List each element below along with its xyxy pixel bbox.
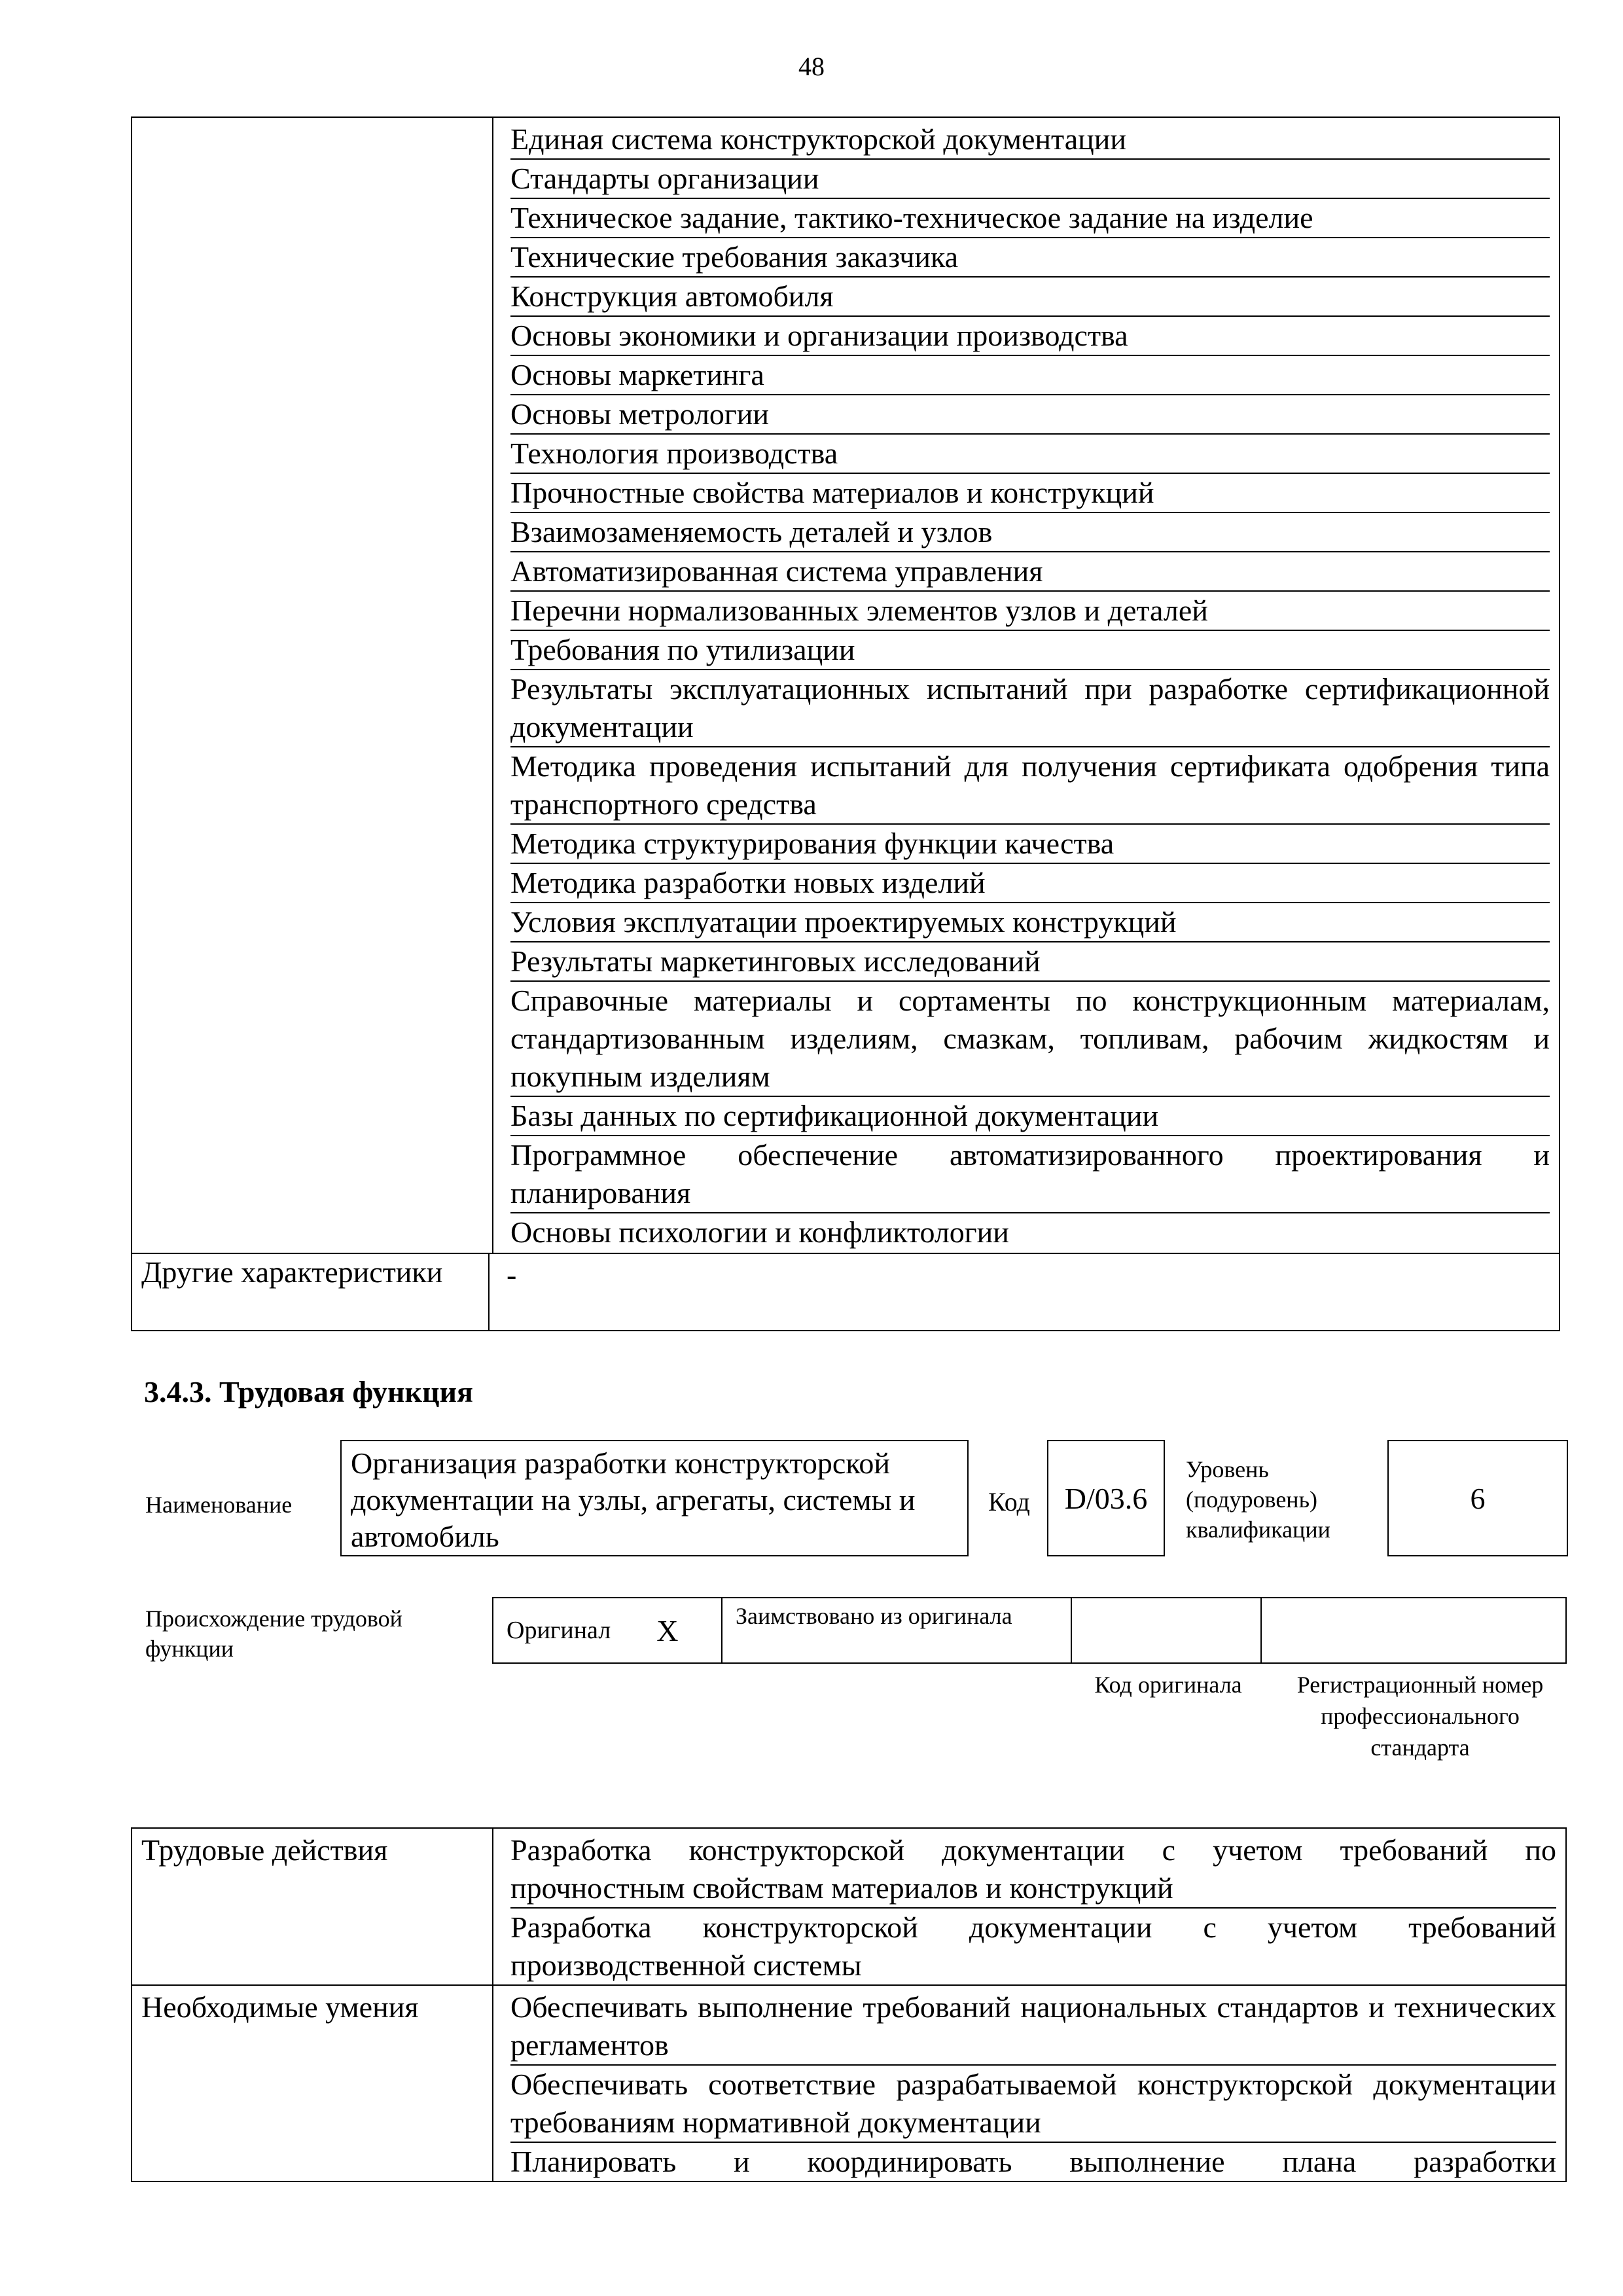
function-name: Организация разработки конструкторской документации на узлы, агрегаты, системы и автомобиль	[340, 1440, 969, 1556]
knowledge-item: Программное обеспечение автоматизированного проектирования и планирования	[510, 1136, 1550, 1213]
qualification-level-value: 6	[1387, 1440, 1568, 1556]
section-title: 3.4.3. Трудовая функция	[144, 1375, 473, 1408]
origin-original-cell	[493, 1598, 722, 1662]
knowledge-item: Технические требования заказчика	[510, 238, 1550, 278]
knowledge-item: Базы данных по сертификационной документации	[510, 1097, 1550, 1136]
page-number: 48	[798, 52, 825, 81]
origin-code-cell	[1072, 1598, 1262, 1662]
origin-original-label: Оригинал	[507, 1617, 611, 1644]
naming-label: Наименование	[145, 1492, 293, 1518]
knowledge-item: Методика структурирования функции качества	[510, 825, 1550, 864]
origin-registration-cell	[1262, 1598, 1565, 1662]
knowledge-item: Прочностные свойства материалов и конструкций	[510, 474, 1550, 513]
code-label: Код	[988, 1487, 1030, 1516]
qualification-level-label: Уровень (подуровень) квалификации	[1186, 1456, 1330, 1543]
knowledge-table	[131, 117, 1560, 1331]
knowledge-item: Взаимозаменяемость деталей и узлов	[510, 513, 1550, 552]
knowledge-item: Основы метрологии	[510, 395, 1550, 435]
knowledge-item: Основы психологии и конфликтологии	[510, 1215, 1009, 1249]
knowledge-item: Перечни нормализованных элементов узлов и деталей	[510, 592, 1550, 631]
required-skills-label: Необходимые умения	[132, 1986, 493, 2181]
knowledge-item: Единая система конструкторской документации	[510, 120, 1550, 160]
knowledge-item: Методика разработки новых изделий	[510, 864, 1550, 903]
other-characteristics-label: Другие характеристики	[132, 1254, 490, 1330]
knowledge-item: Основы экономики и организации производства	[510, 317, 1550, 356]
skill-item: Планировать и координировать выполнение плана разработки	[510, 2145, 1556, 2178]
labor-actions-label: Трудовые действия	[132, 1829, 493, 1984]
other-characteristics-value: -	[507, 1258, 517, 1291]
knowledge-item: Методика проведения испытаний для получения сертификата одобрения типа транспортного средства	[510, 747, 1550, 825]
origin-borrowed-cell: Заимствовано из оригинала	[722, 1598, 1072, 1662]
labor-function-table	[131, 1827, 1567, 2182]
knowledge-item: Результаты маркетинговых исследований	[510, 942, 1550, 982]
origin-original-mark: X	[656, 1613, 679, 1647]
required-skills-list	[493, 1986, 1565, 2181]
knowledge-item: Стандарты организации	[510, 160, 1550, 199]
skill-item: Обеспечивать соответствие разрабатываемой конструкторской документации требованиям нормативной документации	[510, 2066, 1556, 2143]
labor-action-item: Разработка конструкторской документации с учетом требований производственной системы	[510, 1910, 1556, 1982]
origin-registration-caption: Регистрационный номер профессионального стандарта	[1296, 1672, 1544, 1761]
knowledge-item: Справочные материалы и сортаменты по конструкционным материалам, стандартизованным изделиям, смазкам, топливам, рабочим жидкостям и покупным изделиям	[510, 982, 1550, 1097]
knowledge-item: Условия эксплуатации проектируемых конструкций	[510, 903, 1550, 942]
knowledge-item: Техническое задание, тактико-техническое задание на изделие	[510, 199, 1550, 238]
function-code: D/03.6	[1047, 1440, 1165, 1556]
labor-actions-row	[132, 1829, 1565, 1984]
labor-action-item: Разработка конструкторской документации с учетом требований по прочностным свойствам материалов и конструкций	[510, 1831, 1556, 1909]
origin-label: Происхождение трудовой функции	[145, 1605, 402, 1662]
knowledge-item: Конструкция автомобиля	[510, 278, 1550, 317]
knowledge-item: Автоматизированная система управления	[510, 552, 1550, 592]
origin-table	[492, 1597, 1567, 1664]
skill-item: Обеспечивать выполнение требований национальных стандартов и технических регламентов	[510, 1988, 1556, 2066]
knowledge-item: Результаты эксплуатационных испытаний при разработке сертификационной документации	[510, 670, 1550, 747]
origin-code-caption: Код оригинала	[1094, 1672, 1242, 1698]
labor-actions-list	[493, 1829, 1565, 1984]
knowledge-list	[493, 118, 1559, 1253]
knowledge-item: Технология производства	[510, 435, 1550, 474]
knowledge-item: Требования по утилизации	[510, 631, 1550, 670]
knowledge-label-cell	[132, 118, 493, 1253]
knowledge-row	[132, 118, 1559, 1253]
knowledge-item: Основы маркетинга	[510, 356, 1550, 395]
other-characteristics-row	[132, 1253, 1559, 1330]
required-skills-row	[132, 1984, 1565, 2181]
